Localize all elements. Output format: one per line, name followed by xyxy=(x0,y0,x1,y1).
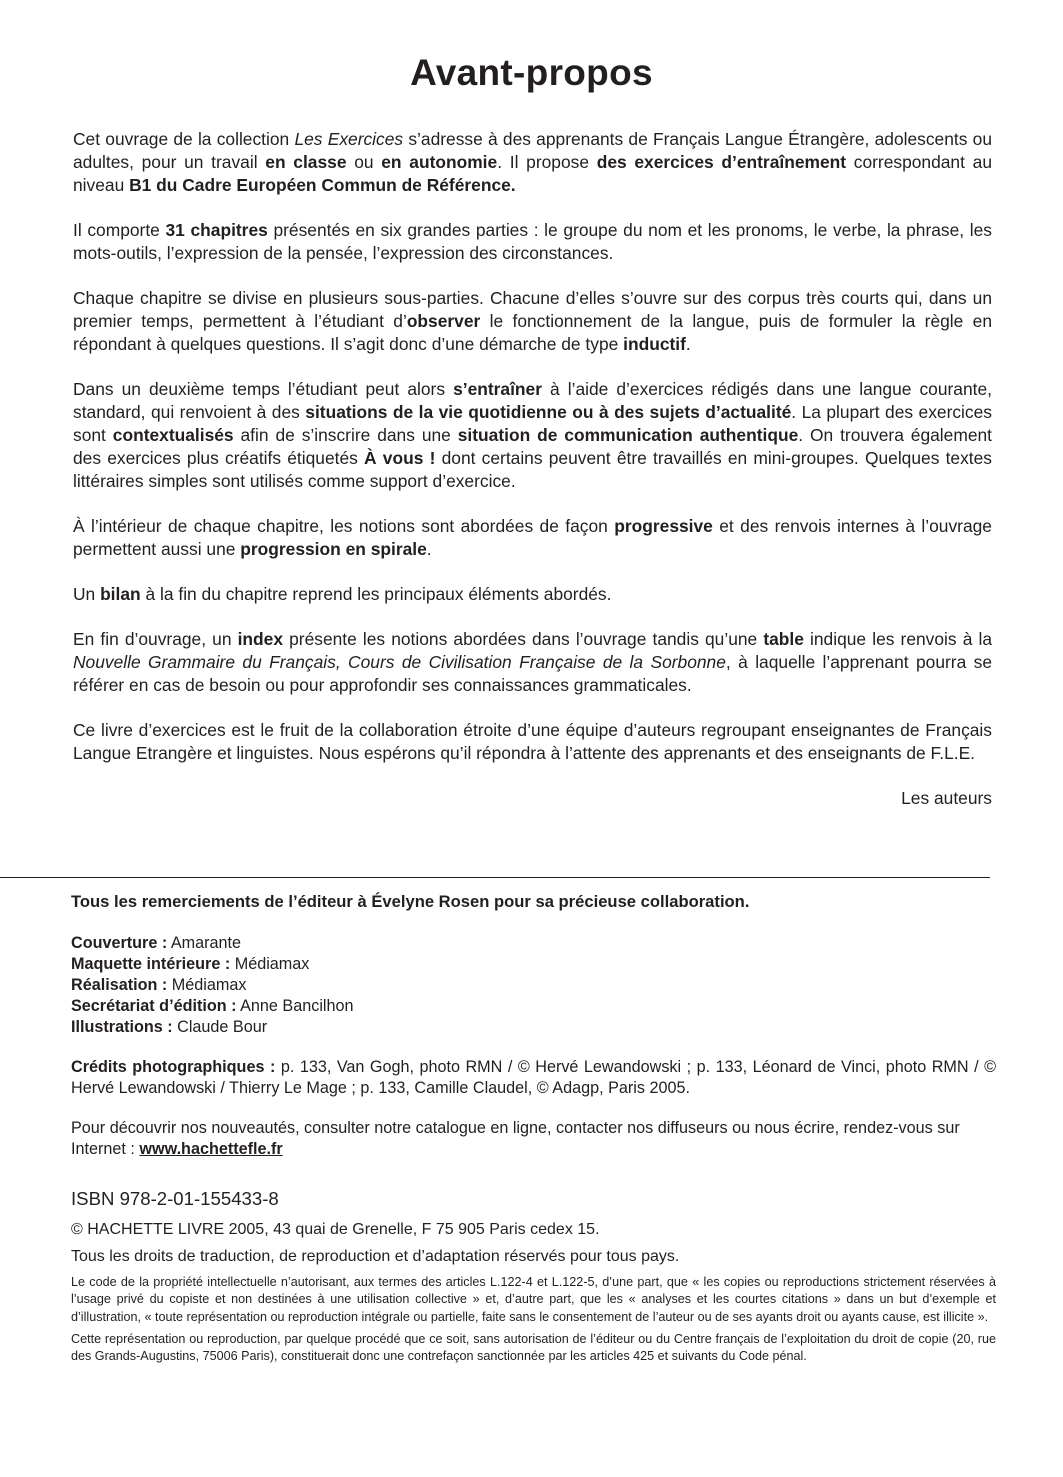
bold-text: situation de communication authentique xyxy=(457,425,799,445)
text-run: . Il propose xyxy=(497,152,597,172)
bold-text: situations de la vie quotidienne ou à des sujets d’actualité xyxy=(305,402,792,422)
foreword-paragraph-3 xyxy=(73,287,992,356)
text-run: à l’aide d’exercices rédigés dans une langue courante, standard, qui renvoient à des xyxy=(73,379,992,422)
bold-text: observer xyxy=(406,311,481,331)
bold-text: en autonomie xyxy=(381,152,498,172)
foreword-paragraph-1 xyxy=(73,128,992,197)
text-run: présentés en six grandes parties : le groupe du nom et les pronoms, le verbe, la phrase, les mots-outils, l’expression de la pensée, l’expression des circonstances. xyxy=(73,220,993,263)
text-run: En fin d’ouvrage, un xyxy=(73,629,238,649)
legal-notice-1: Le code de la propriété intellectuelle n’autorisant, aux termes des articles L.122-4 et L.122-5, d’une part, que « les copies ou reproductions strictement réservées à l’usage privé du copiste et non destinées à une utilisation collective » et, d’autre part, que les « analyses et les courtes citations » dans un but d’exemple et d’illustration, « toute représentation ou reproduction intégrale ou partielle, faite sans le consentement de l’auteur ou de ses ayants droit ou ayants cause, est illicite ». xyxy=(71,1275,996,1324)
text-run: le fonctionnement de la langue, puis de formuler la règle en répondant à quelques questions. Il s’agit donc d’une démarche de type xyxy=(73,311,993,354)
bold-text: progression en spirale xyxy=(240,539,427,559)
text-run: afin de s’inscrire dans une xyxy=(233,425,458,445)
text-run: s’adresse à des apprenants de Français Langue Étrangère, adolescents ou adultes, pour un travail xyxy=(73,129,992,172)
bold-text: bilan xyxy=(100,584,141,604)
credit-illustrations: Illustrations : Claude Bour xyxy=(71,1018,268,1036)
bold-text: en classe xyxy=(265,152,347,172)
copyright-line: © HACHETTE LIVRE 2005, 43 quai de Grenelle, F 75 905 Paris cedex 15. xyxy=(71,1221,600,1238)
text-run: indique les renvois à la xyxy=(803,629,992,649)
bold-text: inductif xyxy=(623,334,686,354)
text-run: et des renvois internes à l’ouvrage permettent aussi une xyxy=(73,516,992,559)
text-run: correspondant au niveau xyxy=(73,152,992,195)
text-run: . xyxy=(426,539,432,559)
text-run: Dans un deuxième temps l’étudiant peut alors xyxy=(73,379,454,399)
text-run: . On trouvera également des exercices plus créatifs étiquetés xyxy=(73,425,992,468)
text-run: à la fin du chapitre reprend les principaux éléments abordés. xyxy=(140,584,612,604)
credits-section xyxy=(71,891,996,1365)
website-link[interactable]: www.hachettefle.fr xyxy=(139,1140,283,1158)
italic-text: Les Exercices xyxy=(294,129,404,149)
text-run: , à laquelle l’apprenant pourra se référer en cas de besoin ou pour approfondir ses connaissances grammaticales. xyxy=(73,652,993,695)
foreword-paragraph-7 xyxy=(73,628,992,697)
text-run: . La plupart des exercices sont xyxy=(73,402,992,445)
credit-editorial: Secrétariat d’édition : Anne Bancilhon xyxy=(71,997,354,1015)
team-credits xyxy=(71,933,996,1038)
bold-text: progressive xyxy=(614,516,713,536)
foreword-paragraph-4 xyxy=(73,378,992,493)
bold-text: index xyxy=(237,629,284,649)
bold-text: contextualisés xyxy=(112,425,234,445)
page-title: Avant-propos xyxy=(410,52,653,93)
text-run: ou xyxy=(346,152,382,172)
credit-cover: Couverture : Amarante xyxy=(71,934,242,952)
bold-text: s’entraîner xyxy=(453,379,542,399)
foreword-paragraph-2 xyxy=(73,219,992,265)
website-note: Pour découvrir nos nouveautés, consulter notre catalogue en ligne, contacter nos diffuseurs ou nous écrire, rendez-vous sur Internet : www.hachettefle.fr xyxy=(71,1119,960,1158)
text-run: Ce livre d’exercices est le fruit de la collaboration étroite d’une équipe d’auteurs regroupant enseignantes de Français Langue Etrangère et linguistes. Nous espérons qu’il répondra à l’attente des apprenants et des enseignants de F.L.E. xyxy=(73,720,992,763)
bold-text: 31 chapitres xyxy=(165,220,268,240)
foreword-paragraph-8 xyxy=(73,719,992,765)
text-run: Il comporte xyxy=(73,220,166,240)
bold-text: des exercices d’entraînement xyxy=(596,152,847,172)
thanks-line: Tous les remerciements de l’éditeur à Évelyne Rosen pour sa précieuse collaboration. xyxy=(71,892,750,911)
credit-layout: Maquette intérieure : Médiamax xyxy=(71,955,310,973)
text-run: présente les notions abordées dans l’ouvrage tandis qu’une xyxy=(283,629,764,649)
photo-credits: Crédits photographiques : p. 133, Van Gogh, photo RMN / © Hervé Lewandowski ; p. 133, Léonard de Vinci, photo RMN / © Hervé Lewandowski / Thierry Le Mage ; p. 133, Camille Claudel, © Adagp, Paris 2005. xyxy=(71,1058,997,1097)
text-run: . xyxy=(685,334,691,354)
bold-text: B1 du Cadre Européen Commun de Référence. xyxy=(129,175,516,195)
foreword-paragraph-5 xyxy=(73,515,992,561)
text-run: Cet ouvrage de la collection xyxy=(73,129,295,149)
bold-text: À vous ! xyxy=(364,448,436,468)
text-run: dont certains peuvent être travaillés en mini-groupes. Quelques textes littéraires simples sont utilisés comme support d’exercice. xyxy=(73,448,992,491)
text-run: Chaque chapitre se divise en plusieurs sous-parties. Chacune d’elles s’ouvre sur des corpus très courts qui, dans un premier temps, permettent à l’étudiant d’ xyxy=(73,288,992,331)
credit-production: Réalisation : Médiamax xyxy=(71,976,247,994)
legal-notice-2: Cette représentation ou reproduction, par quelque procédé que ce soit, sans autorisation de l’éditeur ou du Centre français de l’exploitation du droit de copie (20, rue des Grands-Augustins, 75006 Paris), constituerait donc une contrefaçon sanctionnée par les articles 425 et suivants du Code pénal. xyxy=(71,1331,996,1364)
authors-signature: Les auteurs xyxy=(901,788,992,808)
foreword-section xyxy=(73,128,992,832)
rights-line: Tous les droits de traduction, de reproduction et d’adaptation réservés pour tous pays. xyxy=(71,1248,680,1265)
foreword-paragraph-6 xyxy=(73,583,992,606)
italic-text: Nouvelle Grammaire du Français, Cours de Civilisation Française de la Sorbonne xyxy=(73,652,726,672)
isbn: ISBN 978-2-01-155433-8 xyxy=(71,1188,279,1209)
bold-text: table xyxy=(763,629,804,649)
text-run: À l’intérieur de chaque chapitre, les notions sont abordées de façon xyxy=(73,516,615,536)
text-run: Un xyxy=(73,584,101,604)
section-divider xyxy=(0,877,990,878)
